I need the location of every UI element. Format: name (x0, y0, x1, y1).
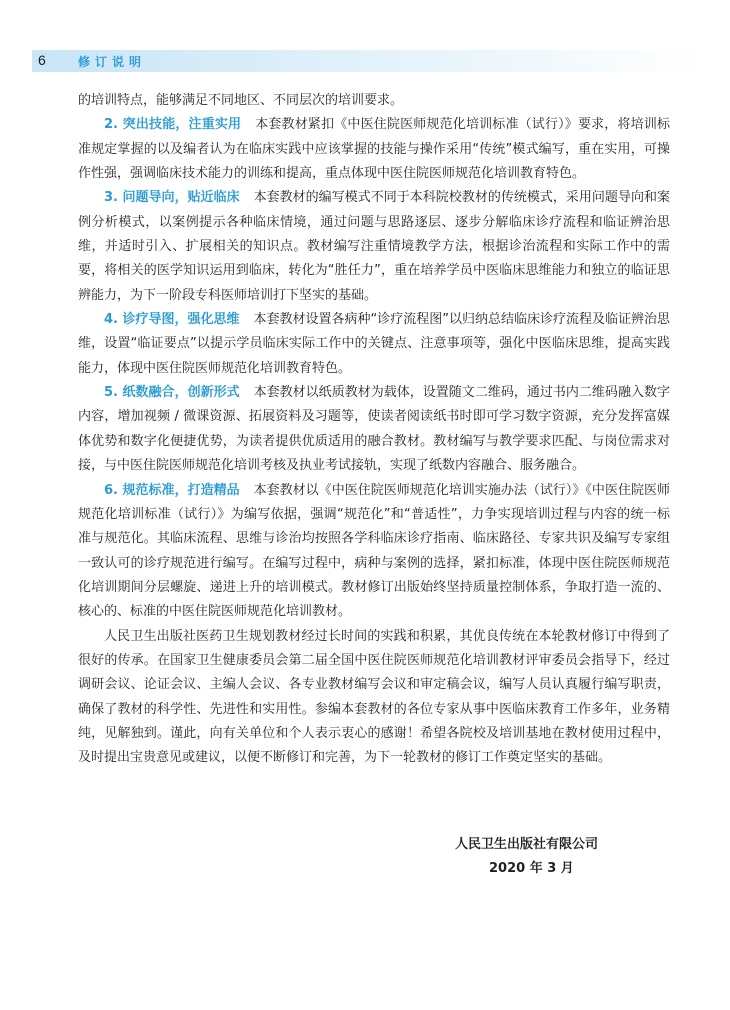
body-text (78, 89, 670, 771)
paragraph-item-4 (78, 308, 670, 381)
item-text: 本套教材以《中医住院医师规范化培训实施办法（试行）》《中医住院医师规范化培训标准（试行）》为编写依据，强调“规范化”和“普适性”，力争实现培训过程与内容的统一标准与规范化。其临床流程、思维与诊治均按照各学科临床诊疗指南、临床路径、专家共识及编写专家组一致认可的诊疗规范进行编写。在编写过程中，病种与案例的选择，紧扣标准，体现中医住院医师规范化培训期间分层螺旋、递进上升的培训模式。教材修订出版始终坚持质量控制体系，争取打造一流的、核心的、标准的中医住院医师规范化培训教材。 (78, 482, 670, 620)
item-heading: 4. 诊疗导图，强化思维 (104, 312, 240, 328)
publisher-name: 人民卫生出版社有限公司 (455, 837, 599, 852)
item-text: 本套教材的编写模式不同于本科院校教材的传统模式，采用问题导向和案例分析模式，以案例提示各种临床情境，通过问题与思路逐层、逐步分解临床诊疗流程和临证辨治思维，并适时引入、扩展相关的知识点。教材编写注重情境教学方法，根据诊治流程和实际工作中的需要，将相关的医学知识运用到临床，转化为“胜任力”，重在培养学员中医临床思维能力和独立的临证思辨能力，为下一阶段专科医师培训打下坚实的基础。 (78, 190, 670, 303)
page-number: 6 (38, 52, 46, 68)
signature-block (455, 833, 635, 881)
publication-date: 2020 年 3 月 (489, 861, 574, 876)
item-text: 本套教材紧扣《中医住院医师规范化培训标准（试行）》要求，将培训标准规定掌握的以及编者认为在临床实践中应该掌握的技能与操作采用“传统”模式编写，重在实用，可操作性强，强调临床技术能力的训练和提高，重点体现中医住院医师规范化培训教育特色。 (78, 117, 670, 182)
paragraph-closing: 人民卫生出版社医药卫生规划教材经过长时间的实践和积累，其优良传统在本轮教材修订中得到了很好的传承。在国家卫生健康委员会第二届全国中医住院医师规范化培训教材评审委员会指导下，经过调研会议、论证会议、主编人会议、各专业教材编写会议和审定稿会议，编写人员认真履行编写职责，确保了教材的科学性、先进性和实用性。参编本套教材的各位专家从事中医临床教育工作多年，业务精纯，见解独到。谨此，向有关单位和个人表示衷心的感谢！希望各院校及培训基地在教材使用过程中，及时提出宝贵意见或建议，以便不断修订和完善，为下一轮教材的修订工作奠定坚实的基础。 (78, 628, 670, 766)
paragraph-item-5 (78, 381, 670, 478)
running-title: 修订说明 (78, 55, 147, 69)
item-heading: 3. 问题导向，贴近临床 (104, 190, 240, 206)
paragraph-item-2 (78, 113, 670, 186)
item-text: 本套教材以纸质教材为载体，设置随文二维码，通过书内二维码融入数字内容，增加视频 / 微课资源、拓展资料及习题等，使读者阅读纸书时即可学习数字资源，充分发挥富媒体优势和数字化便捷优势，为读者提供优质适用的融合教材。教材编写与教学要求匹配、与岗位需求对接，与中医住院医师规范化培训考核及执业考试接轨，实现了纸数内容融合、服务融合。 (78, 385, 670, 474)
paragraph-item-6 (78, 479, 670, 625)
paragraph-item-3 (78, 186, 670, 308)
paragraph-continuation: 的培训特点，能够满足不同地区、不同层次的培训要求。 (78, 93, 404, 108)
item-heading: 5. 纸数融合，创新形式 (104, 385, 240, 401)
item-heading: 6. 规范标准，打造精品 (104, 482, 240, 498)
item-heading: 2. 突出技能，注重实用 (104, 117, 242, 133)
item-text: 本套教材设置各病种“诊疗流程图”以归纳总结临床诊疗流程及临证辨治思维，设置“临证要点”以提示学员临床实际工作中的关键点、注意事项等，强化中医临床思维，提高实践能力，体现中医住院医师规范化培训教育特色。 (78, 312, 670, 376)
